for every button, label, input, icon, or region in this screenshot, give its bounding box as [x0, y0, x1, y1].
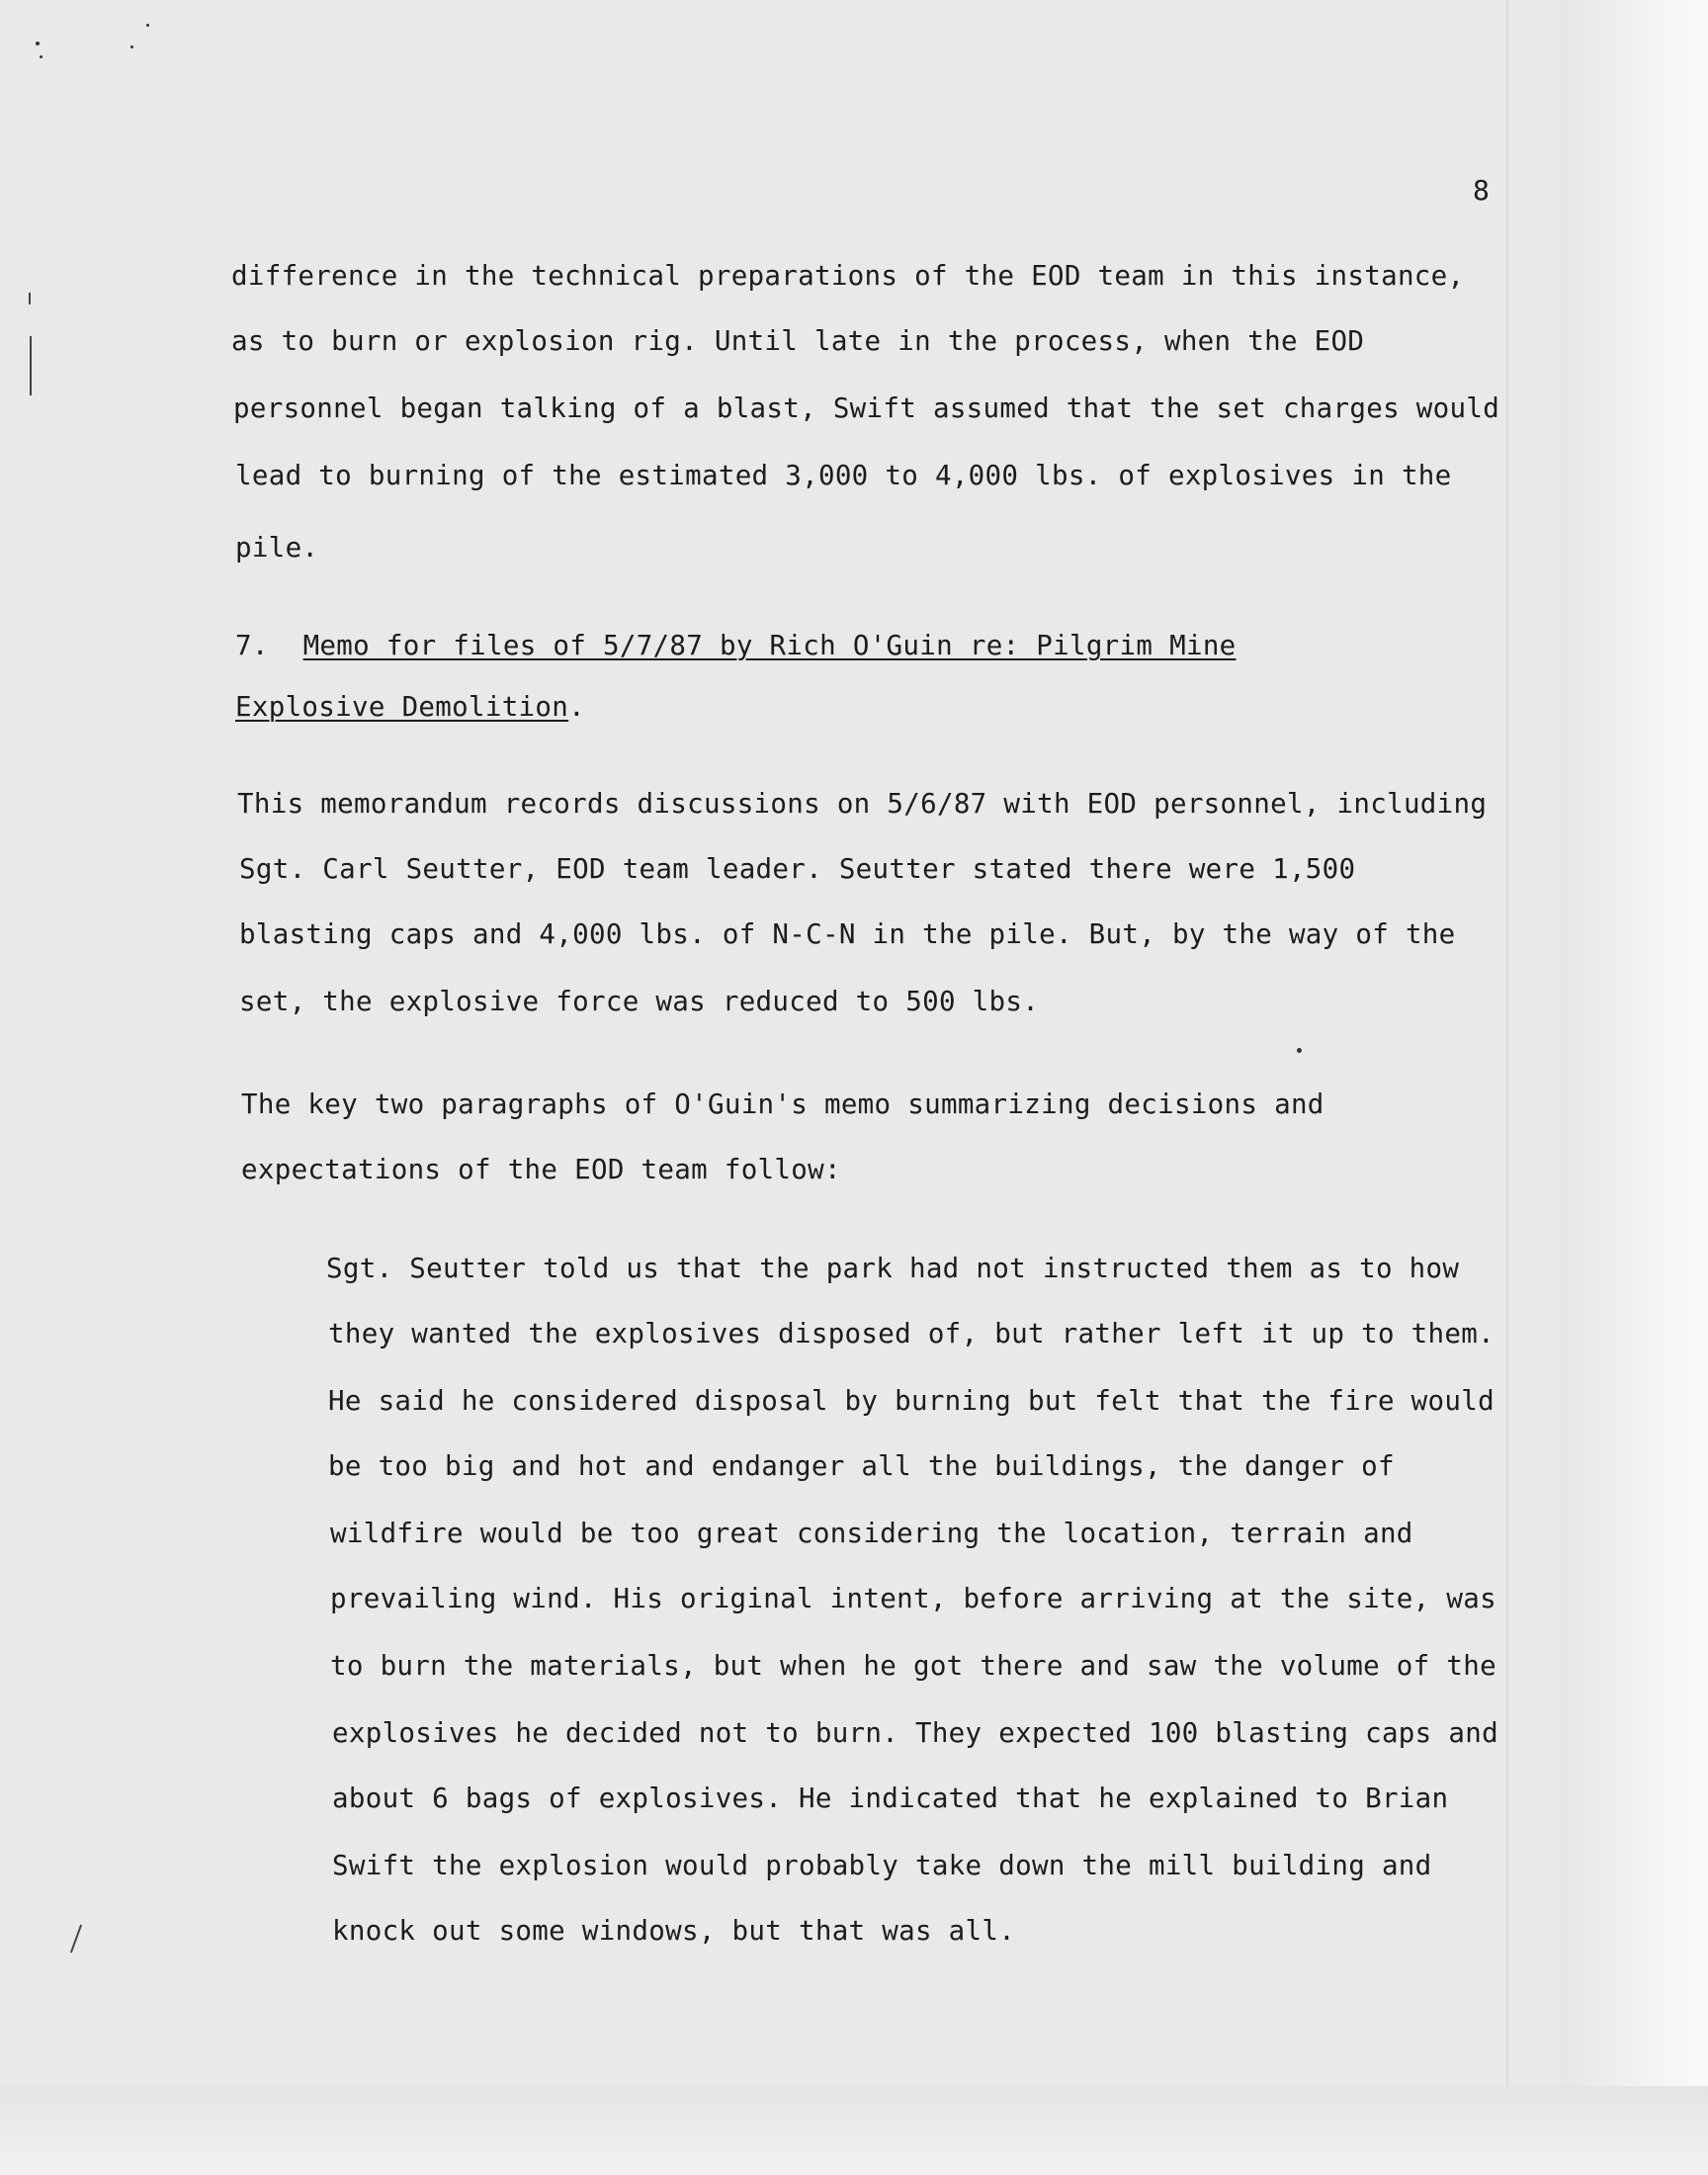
quote-line: wildfire would be too great considering the location, terrain and [330, 1518, 1413, 1549]
para1-line: personnel began talking of a blast, Swift assumed that the set charges would [233, 392, 1500, 424]
quote-line: knock out some windows, but that was all. [332, 1915, 1016, 1947]
page-edge-line [1506, 0, 1508, 2175]
scan-speck [130, 45, 133, 48]
section-number: 7. [235, 630, 269, 661]
para2-line: This memorandum records discussions on 5/6/87 with EOD personnel, including [237, 788, 1488, 820]
section-heading-line2 [235, 690, 585, 724]
para1-line: lead to burning of the estimated 3,000 to 4,000 lbs. of explosives in the [235, 460, 1452, 491]
section-title-continued: Explosive Demolition [235, 691, 569, 723]
quote-line: to burn the materials, but when he got there and saw the volume of the [330, 1650, 1496, 1682]
quote-line: Sgt. Seutter told us that the park had not instructed them as to how [326, 1253, 1460, 1284]
para3-line: The key two paragraphs of O'Guin's memo summarizing decisions and [241, 1088, 1324, 1120]
scan-speck [36, 42, 40, 45]
para2-line: blasting caps and 4,000 lbs. of N-C-N in the pile. But, by the way of the [239, 918, 1456, 950]
section-title-period: . [568, 691, 585, 723]
section-title: Memo for files of 5/7/87 by Rich O'Guin re: Pilgrim Mine [302, 630, 1237, 661]
quote-line: explosives he decided not to burn. They expected 100 blasting caps and [332, 1717, 1498, 1749]
para2-line: set, the explosive force was reduced to 500 lbs. [239, 986, 1040, 1017]
para2-line: Sgt. Carl Seutter, EOD team leader. Seutter stated there were 1,500 [239, 853, 1356, 885]
scan-speck [40, 55, 43, 58]
page-bottom-margin [0, 2086, 1708, 2175]
scan-mark [70, 1925, 82, 1954]
quote-line: about 6 bags of explosives. He indicated that he explained to Brian [332, 1783, 1449, 1814]
scan-mark [29, 293, 31, 304]
scan-speck [1297, 1048, 1302, 1053]
quote-line: He said he considered disposal by burning but felt that the fire would [328, 1385, 1494, 1417]
quote-line: prevailing wind. His original intent, before arriving at the site, was [330, 1583, 1496, 1614]
para1-line: as to burn or explosion rig. Until late in the process, when the EOD [231, 325, 1365, 357]
section-heading-line1 [235, 629, 1237, 662]
page-right-margin [1560, 0, 1708, 2175]
para1-line: difference in the technical preparations of the EOD team in this instance, [231, 260, 1465, 292]
scan-speck [146, 24, 149, 27]
quote-line: they wanted the explosives disposed of, but rather left it up to them. [328, 1318, 1494, 1349]
para1-line: pile. [235, 532, 319, 564]
para3-line: expectations of the EOD team follow: [241, 1154, 841, 1185]
quote-line: Swift the explosion would probably take down the mill building and [332, 1850, 1432, 1881]
page-number: 8 [1473, 174, 1490, 207]
quote-line: be too big and hot and endanger all the buildings, the danger of [328, 1450, 1395, 1482]
scan-mark [30, 336, 32, 395]
